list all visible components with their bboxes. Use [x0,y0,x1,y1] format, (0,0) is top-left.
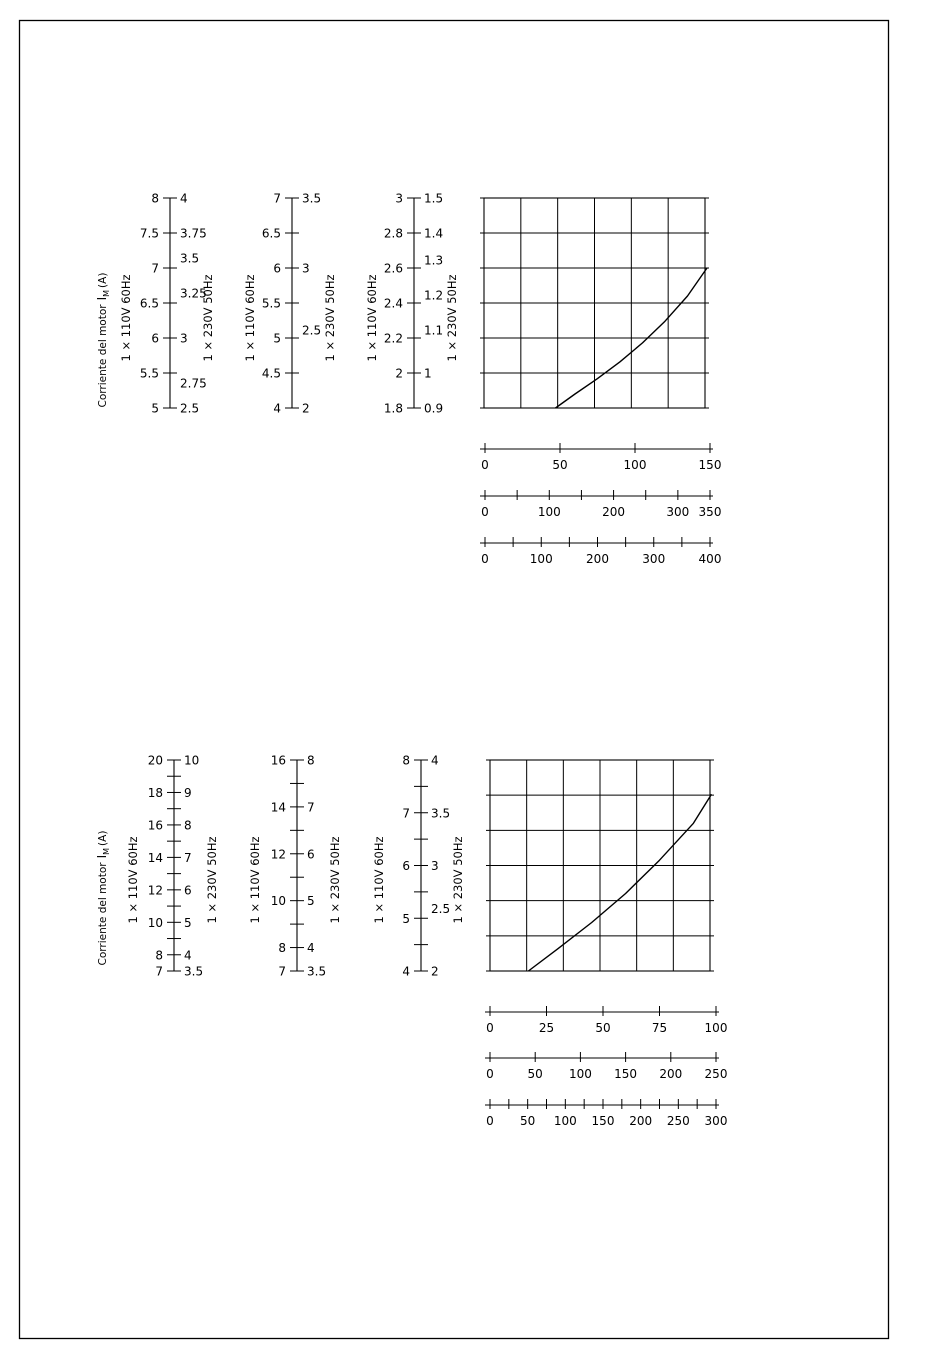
x-tick-label: 250 [666,1114,690,1128]
current-axis-label [95,273,111,408]
scale-right-label: 9 [184,785,192,800]
chart-2 [95,754,727,1129]
scale-left-label: 4 [402,964,410,979]
ylabel-unit: (A) [97,272,109,288]
x-tick-label: 0 [486,1114,494,1128]
label-110v-60hz: 1 × 110V 60Hz [119,274,133,362]
scale-right-label: 2.5 [180,401,200,416]
label-230v-50hz: 1 × 230V 50Hz [201,274,215,362]
x-tick-label: 250 [704,1067,728,1081]
ylabel-subscript: M [102,289,111,297]
label-230v-50hz: 1 × 230V 50Hz [328,836,342,924]
x-tick-label: 300 [666,505,690,519]
x-tick-label: 100 [529,552,553,566]
scale-right-label: 3.5 [307,964,327,979]
scale-left-label: 5.5 [261,296,281,311]
label-230v-50hz: 1 × 230V 50Hz [451,836,465,924]
ylabel-symbol: I [95,296,109,301]
scale-right-label: 2.5 [302,323,322,338]
scale-right-label: 4 [307,941,315,956]
x-tick-label: 100 [704,1021,728,1035]
x-tick-label: 100 [568,1067,592,1081]
x-tick-label: 100 [623,458,647,472]
x-tick-label: 75 [651,1021,668,1035]
ylabel-symbol: I [95,854,109,859]
x-tick-label: 0 [481,552,489,566]
label-110v-60hz: 1 × 110V 60Hz [372,836,386,924]
scale-right-label: 1.2 [424,288,444,303]
current-axis-label [95,831,111,966]
scale-left-label: 12 [270,847,286,862]
scale-right-label: 3.5 [302,191,322,206]
scale-right-label: 3.25 [180,286,207,301]
x-tick-label: 50 [552,458,568,472]
scale-right-label: 8 [307,753,315,768]
x-tick-label: 400 [698,552,722,566]
scale-left-label: 1.8 [383,401,403,416]
x-tick-label: 100 [537,505,561,519]
scale-left-label: 18 [147,785,163,800]
x-tick-label: 350 [698,505,722,519]
scale-left-label: 6.5 [139,296,159,311]
x-tick-label: 150 [698,458,722,472]
scale-left-label: 6 [273,261,281,276]
x-tick-label: 50 [520,1114,536,1128]
scale-right-label: 1.3 [424,253,444,268]
x-tick-label: 0 [481,458,489,472]
x-tick-label: 200 [586,552,609,566]
scale-right-label: 2.75 [180,376,207,391]
scale-left-label: 2.8 [383,226,403,241]
scale-right-label: 3.75 [180,226,207,241]
scale-left-label: 8 [151,191,159,206]
scale-left-label: 5.5 [139,366,159,381]
label-110v-60hz: 1 × 110V 60Hz [365,274,379,362]
x-tick-label: 200 [629,1114,653,1128]
scale-left-label: 7 [402,806,410,821]
scale-left-label: 2.2 [383,331,403,346]
scale-left-label: 4.5 [261,366,281,381]
scale-right-label: 2.5 [431,901,451,916]
scale-right-label: 3.5 [180,251,200,266]
scale-right-label: 7 [184,850,192,865]
scale-left-label: 16 [147,818,163,833]
scale-left-label: 6 [402,859,410,873]
scale-left-label: 7 [278,964,286,979]
scale-left-label: 5 [273,331,281,346]
scale-right-label: 1 [424,366,432,381]
scale-left-label: 7 [151,261,159,276]
label-110v-60hz: 1 × 110V 60Hz [248,836,262,924]
x-tick-label: 200 [602,505,626,519]
scale-right-label: 4 [431,753,439,768]
scale-right-label: 0.9 [424,401,444,416]
x-tick-label: 300 [642,552,666,566]
x-tick-label: 100 [553,1114,577,1128]
scale-right-label: 3 [302,261,310,276]
scale-left-label: 5 [151,401,159,416]
scale-right-label: 4 [184,948,192,963]
scale-left-label: 20 [147,753,163,768]
scale-left-label: 7.5 [139,226,159,241]
scale-right-label: 4 [180,191,188,206]
label-230v-50hz: 1 × 230V 50Hz [445,274,459,362]
scale-left-label: 14 [270,800,286,815]
scale-left-label: 10 [270,894,286,909]
scale-left-label: 3 [395,191,403,206]
scale-left-label: 8 [155,948,163,963]
label-230v-50hz: 1 × 230V 50Hz [205,836,219,924]
scale-left-label: 10 [147,915,163,930]
x-tick-label: 0 [486,1021,494,1035]
scale-right-label: 3 [431,859,439,873]
scale-left-label: 6.5 [261,226,281,241]
ylabel-subscript: M [102,847,111,855]
scale-right-label: 6 [307,847,315,862]
scale-right-label: 7 [307,800,315,815]
scale-right-label: 10 [184,753,200,768]
x-tick-label: 300 [704,1114,728,1128]
scale-right-label: 3.5 [184,964,204,979]
scale-left-label: 8 [278,941,286,956]
scale-right-label: 5 [184,915,192,930]
label-230v-50hz: 1 × 230V 50Hz [323,274,337,362]
performance-curve [528,794,711,971]
scale-right-label: 1.1 [424,323,444,338]
chart-1 [95,192,721,567]
label-110v-60hz: 1 × 110V 60Hz [243,274,257,362]
x-tick-label: 150 [591,1114,615,1128]
scale-left-label: 5 [402,911,410,926]
scale-left-label: 7 [155,964,163,979]
page-border [20,21,889,1339]
ylabel-unit: (A) [97,830,109,846]
scale-right-label: 3 [180,331,188,346]
scale-right-label: 1.4 [424,226,444,241]
scale-left-label: 4 [273,401,281,416]
scale-left-label: 16 [270,753,286,768]
label-110v-60hz: 1 × 110V 60Hz [126,836,140,924]
scale-left-label: 2.6 [383,261,403,276]
scale-left-label: 6 [151,331,159,346]
x-tick-label: 150 [614,1067,638,1081]
ylabel-text: Corriente del motor [97,862,109,966]
x-tick-label: 0 [486,1067,494,1081]
scale-left-label: 2.4 [383,296,403,311]
x-tick-label: 0 [481,505,489,519]
ylabel-text: Corriente del motor [97,304,109,408]
scale-left-label: 14 [147,850,163,865]
scale-left-label: 12 [147,883,163,898]
scale-left-label: 7 [273,191,281,206]
scale-right-label: 1.5 [424,191,444,206]
scale-left-label: 8 [402,753,410,768]
scale-right-label: 5 [307,894,315,909]
scale-right-label: 8 [184,818,192,833]
x-tick-label: 50 [527,1067,543,1081]
x-tick-label: 200 [659,1067,683,1081]
scale-left-label: 2 [395,366,403,381]
x-tick-label: 50 [595,1021,611,1035]
scale-right-label: 2 [302,401,310,416]
scale-right-label: 3.5 [431,806,451,821]
scale-right-label: 2 [431,964,439,979]
x-tick-label: 25 [538,1021,555,1035]
scale-right-label: 6 [184,883,192,898]
